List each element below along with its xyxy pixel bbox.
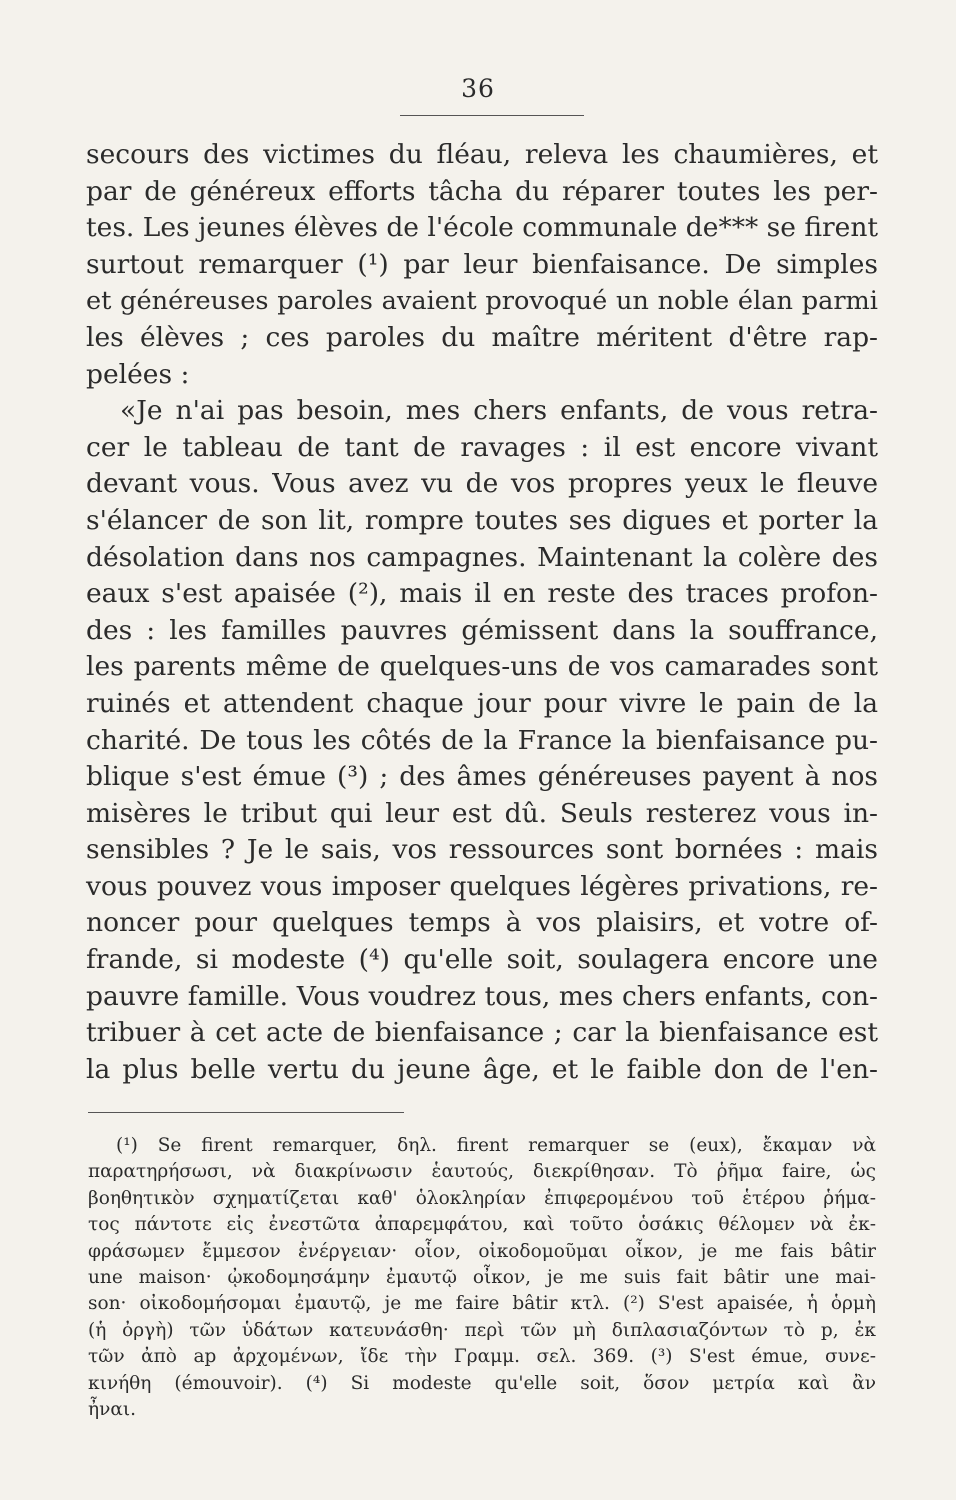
body-line: s'élancer de son lit, rompre toutes ses digues et porter la: [86, 504, 878, 536]
body-line: misères le tribut qui leur est dû. Seuls resterez vous in-: [86, 797, 878, 829]
footnote-line: son· οἰκοδομήσομαι ἐμαυτῷ, je me faire bâtir κτλ. (²) S'est apaisée, ἡ ὁρμὴ: [88, 1293, 876, 1315]
body-line: frande, si modeste (⁴) qu'elle soit, soulagera encore une: [86, 944, 878, 976]
body-line: pauvre famille. Vous voudrez tous, mes chers enfants, con-: [86, 980, 878, 1012]
footnote-rule: [88, 1112, 404, 1113]
body-line: les parents même de quelques-uns de vos camarades sont: [86, 651, 878, 683]
body-line: blique s'est émue (³) ; des âmes généreuses payent à nos: [86, 761, 878, 793]
body-line: vous pouvez vous imposer quelques légères privations, re-: [86, 870, 878, 902]
page-number: 36: [461, 74, 495, 103]
body-line: la plus belle vertu du jeune âge, et le faible don de l'en-: [86, 1053, 878, 1085]
body-line: sensibles ? Je le sais, vos ressources sont bornées : mais: [86, 834, 878, 866]
body-line: surtout remarquer (¹) par leur bienfaisance. De simples: [86, 248, 878, 280]
body-line: noncer pour quelques temps à vos plaisirs, et votre of-: [86, 907, 878, 939]
body-line: devant vous. Vous avez vu de vos propres yeux le fleuve: [86, 468, 878, 500]
body-line: eaux s'est apaisée (²), mais il en reste des traces profon-: [86, 578, 878, 610]
body-line: tribuer à cet acte de bienfaisance ; car la bienfaisance est: [86, 1017, 878, 1049]
body-line: les élèves ; ces paroles du maître méritent d'être rap-: [86, 321, 878, 353]
footnote-line: κινήθη (émouvoir). (⁴) Si modeste qu'elle soit, ὅσον μετρία καὶ ἂν: [88, 1372, 876, 1394]
body-line: cer le tableau de tant de ravages : il est encore vivant: [86, 431, 878, 463]
body-line: pelées :: [86, 358, 190, 390]
body-line: désolation dans nos campagnes. Maintenant la colère des: [86, 541, 878, 573]
body-line: charité. De tous les côtés de la France la bienfaisance pu-: [86, 724, 878, 756]
footnote-line: τῶν ἀπὸ ap ἀρχομένων, ἴδε τὴν Γραμμ. σελ. 369. (³) S'est émue, συνε-: [88, 1346, 876, 1368]
footnote-line: βοηθητικὸν σχηματίζεται καθ' ὁλοκληρίαν ἐπιφερομένου τοῦ ἑτέρου ῥήμα-: [88, 1187, 876, 1209]
body-line: secours des victimes du fléau, releva les chaumières, et: [86, 139, 878, 170]
footnote-line: (¹) Se firent remarquer, δηλ. firent remarquer se (eux), ἔκαμαν νὰ: [116, 1135, 876, 1156]
footnote-line: τος πάντοτε εἰς ἐνεστῶτα ἀπαρεμφάτου, καὶ τοῦτο ὁσάκις θέλομεν νὰ ἐκ-: [88, 1214, 876, 1236]
footnote-line: une maison· ᾠκοδομησάμην ἐμαυτῷ οἶκον, je me suis fait bâtir une mai-: [88, 1267, 876, 1289]
body-line: et généreuses paroles avaient provoqué un noble élan parmi: [86, 286, 878, 317]
body-line: des : les familles pauvres gémissent dans la souffrance,: [86, 614, 878, 646]
footnotes: [88, 1133, 876, 1423]
body-line: tes. Les jeunes élèves de l'école communale de*** se firent: [86, 212, 879, 244]
footnote-line: φράσωμεν ἔμμεσον ἐνέργειαν· οἷον, οἰκοδομοῦμαι οἶκον, je me fais bâtir: [88, 1240, 876, 1262]
footnote-line: ἦναι.: [88, 1399, 136, 1421]
footnote-line: (ἡ ὀργὴ) τῶν ὑδάτων κατευνάσθη· περὶ τῶν μὴ διπλασιαζόντων τὸ p, ἐκ: [88, 1319, 876, 1341]
body-line: par de généreux efforts tâcha du réparer toutes les per-: [86, 175, 878, 207]
header-rule: [400, 115, 584, 116]
body-line: ruinés et attendent chaque jour pour vivre le pain de la: [86, 687, 878, 719]
footnote-line: παρατηρήσωσι, νὰ διακρίνωσιν ἑαυτούς, διεκρίθησαν. Τὸ ῥῆμα faire, ὡς: [88, 1161, 876, 1183]
body-text: [86, 137, 878, 1088]
body-line: «Je n'ai pas besoin, mes chers enfants, de vous retra-: [120, 395, 878, 427]
